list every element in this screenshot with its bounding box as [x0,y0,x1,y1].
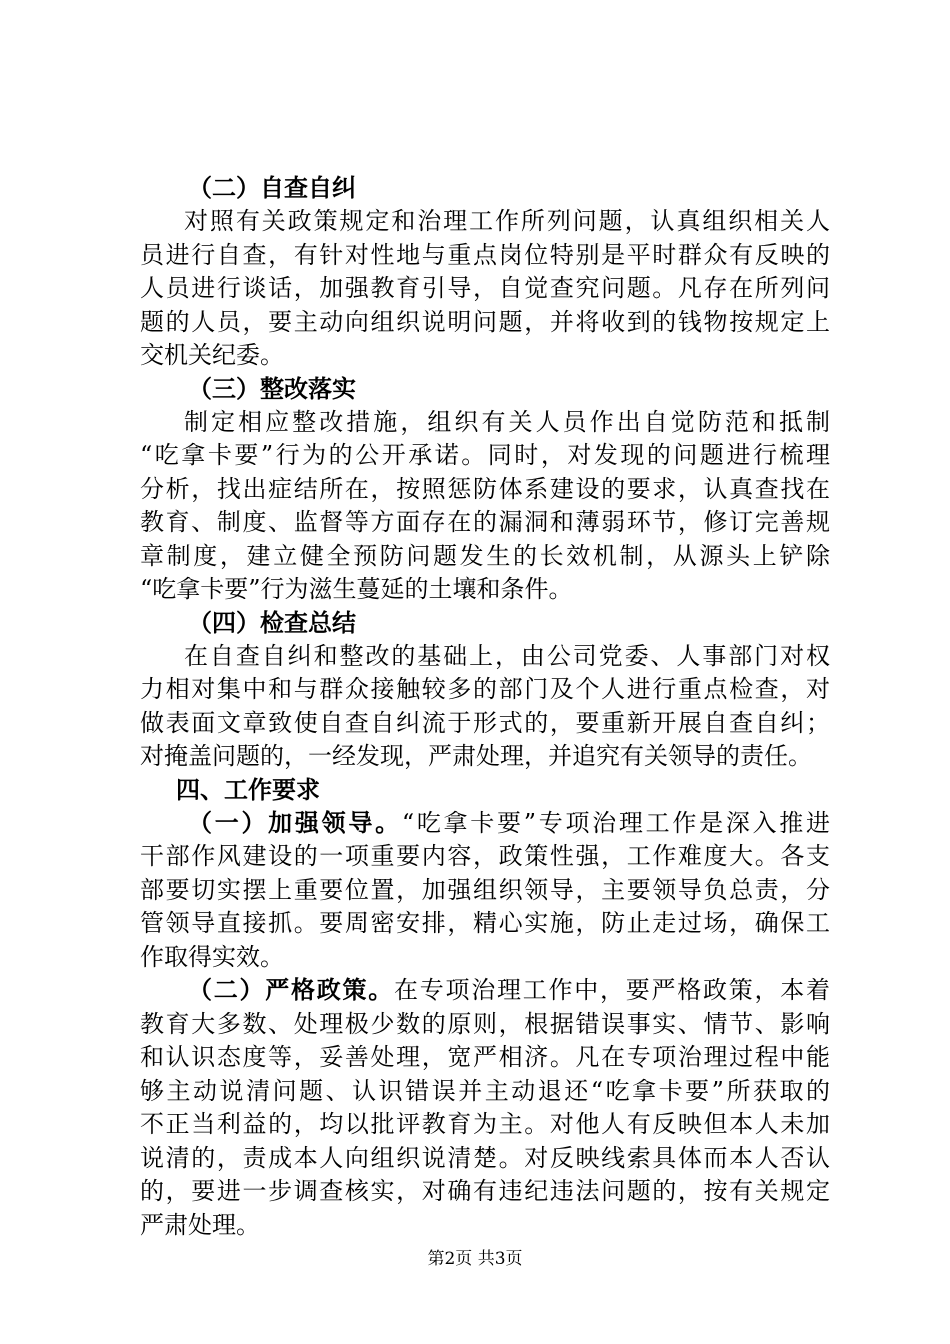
section-heading-self-check: （二）自查自纠 [188,174,356,202]
text-line: 员进行自查，有针对性地与重点岗位特别是平时群众有反映的 [140,240,830,269]
text-line: 交机关纪委。 [140,341,284,369]
text-line: 教育大多数、处理极少数的原则，根据错误事实、情节、影响 [140,1009,830,1038]
text-run: 在专项治理工作中，要严格政策，本着 [394,976,830,1004]
text-line: 对照有关政策规定和治理工作所列问题，认真组织相关人 [184,207,830,235]
document-body [140,172,830,1242]
section-heading-work-requirements: 四、工作要求 [176,775,320,804]
text-line [140,807,830,841]
text-line: 的，要进一步调查核实，对确有违纪违法问题的，按有关规定 [140,1177,830,1205]
text-line: 作取得实效。 [140,942,284,971]
text-line: 部要切实摆上重要位置，加强组织领导，主要领导负总责，分 [140,875,830,904]
text-line: 说清的，责成本人向组织说清楚。对反映线索具体而本人否认 [140,1143,830,1172]
text-line: 人员进行谈话，加强教育引导，自觉查究问题。凡存在所列问 [140,274,830,302]
text-line: 管领导直接抓。要周密安排，精心实施，防止走过场，确保工 [140,909,830,937]
inline-heading-leadership: （一）加强领导。 [188,808,402,837]
text-line: 对掩盖问题的，一经发现，严肃处理，并追究有关领导的责任。 [140,742,812,770]
text-line: 力相对集中和与群众接触较多的部门及个人进行重点检查，对 [140,675,830,703]
text-line: 制定相应整改措施，组织有关人员作出自觉防范和抵制 [184,407,830,436]
text-line: 章制度，建立健全预防问题发生的长效机制，从源头上铲除 [140,541,830,570]
text-line: 做表面文章致使自查自纠流于形式的，要重新开展自查自纠； [140,708,830,737]
text-line: 严肃处理。 [140,1210,260,1239]
paragraph-self-check [140,205,830,373]
section-heading-rectification: （三）整改落实 [188,374,356,403]
text-line: 在自查自纠和整改的基础上，由公司党委、人事部门对权 [184,641,830,670]
paragraph-rectification [140,406,830,607]
text-line [140,974,830,1008]
inline-heading-policy: （二）严格政策。 [188,976,394,1004]
text-line: 干部作风建设的一项重要内容，政策性强，工作难度大。各支 [140,842,830,870]
text-line: 分析，找出症结所在，按照惩防体系建设的要求，认真查找在 [140,474,830,503]
text-line: “吃拿卡要”行为的公开承诺。同时，对发现的问题进行梳理 [140,441,830,469]
text-line: 题的人员，要主动向组织说明问题，并将收到的钱物按规定上 [140,307,830,336]
text-line: 够主动说清问题、认识错误并主动退还“吃拿卡要”所获取的 [140,1076,830,1105]
paragraph-policy [140,974,830,1242]
paragraph-leadership [140,807,830,975]
section-heading-inspection: （四）检查总结 [188,608,356,637]
text-line: 和认识态度等，妥善处理，宽严相济。凡在专项治理过程中能 [140,1043,830,1071]
text-line: “吃拿卡要”行为滋生蔓延的土壤和条件。 [140,575,573,603]
text-run: “吃拿卡要”专项治理工作是深入推进 [401,808,831,837]
text-line: 不正当利益的，均以批评教育为主。对他人有反映但本人未加 [140,1110,830,1138]
paragraph-inspection [140,640,830,774]
text-line: 教育、制度、监督等方面存在的漏洞和薄弱环节，修订完善规 [140,508,830,536]
page-number-footer: 第2页 共3页 [427,1249,523,1269]
